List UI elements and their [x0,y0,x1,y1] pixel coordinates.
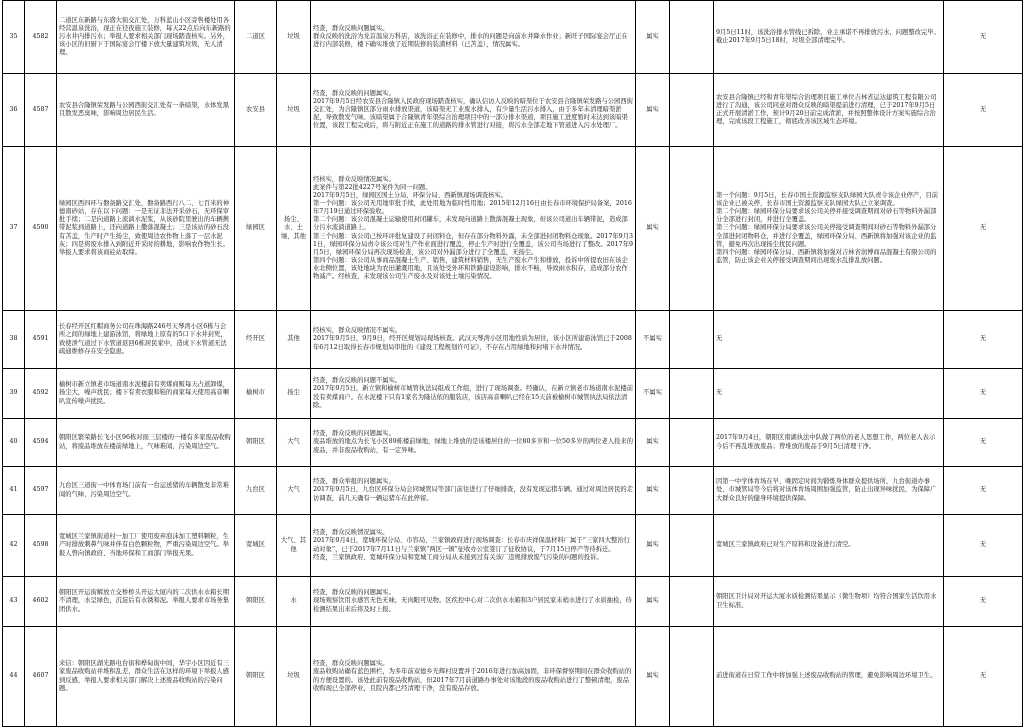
blank-cell [670,1,714,74]
row-seq: 41 [3,467,25,515]
row-code: 4594 [25,419,57,467]
accountability: 无 [944,74,1023,147]
accountability: 无 [944,515,1023,577]
district: 九台区 [235,467,277,515]
table-row [3,577,1023,627]
row-seq: 37 [3,147,25,311]
row-seq: 44 [3,627,25,727]
truth-verdict: 属实 [636,419,670,467]
category: 大气 [277,467,311,515]
accountability: 无 [944,627,1023,727]
row-seq: 39 [3,369,25,419]
district: 朝阳区 [235,577,277,627]
accountability: 无 [944,577,1023,627]
table-row [3,419,1023,467]
handling-result: 9月5日11时，该洗浴排水管线已拆除，业主承诺不再排放污水，问题整改完毕。截止2017年9月5日18时，垃圾全部清理完毕。 [714,1,944,74]
row-seq: 35 [3,1,25,74]
investigation-result: 经核实，群众反映情况不属实。 2017年9月5日，9月9日，经开区规划局现场核查。武汉天琴湾小区用地性质为居住，该小区所建游泳馆已于2008年6月12日取得长春市规划局审批的《建设工程规划许可证》，不存在占用绿地和封堵下水井情况。 [311,311,636,369]
category: 扬尘、水、土壤、其他 [277,147,311,311]
complaint-text: 宽城区兰家镇街道村一加工厂使用废弃泡沫加工塑料颗粒，生产时排放刺鼻气味并伴有白色颗粒物，严重污染周边空气。举报人曾向镇政府、当地环保和工商部门举报无果。 [57,515,235,577]
district: 榆树市 [235,369,277,419]
investigation-result: 经核实，群众反映情况属实。 此案件与第22批4227号案件为同一问题。 2017年9月5日，绿园区国土分局、环保分局、西新镇现场调查核实。 第一个问题：该公司无用地审批手续，此处用地为临时性用地；2015年12月16日由长春市环境保护局备案，2016年7月19日通过环保验收。 第二个问题：该公司混凝土运输使用封闭罐车，未发现向道路上散落混凝土现象，但该公司道出车辆带泥，造成部分污水流淌道路上。 第三个问题：该公司已按环评批复建设了封闭料仓，但存在部分物料外露，未全部进封闭物料仓现象。2017年9月31日，绿园环保分局责令该公司对生产作业面进行覆盖，停止生产时进行全覆盖，该公司当场进行了整改。2017年9月5日，绿园环保分局再次现场检查，该公司对外漏部分进行了全覆盖，无扬尘。 第四个问题：该公司从事商品混凝土生产、销售，建筑材料销售，无生产废水产生和排放，投诉中所提农田在该企业北侧位置，该处地块为农田灌溉用地，且该处受外环和铁路建设影响，排水不畅，导致雨水积存，造成部分农作物减产。经核查，未发现该公司生产废水及对该处土壤污染情况。 [311,147,636,311]
complaint-text: 长春经开区红帽商务公司在珠海路246号天琴湾小区6栋与会所之间的绿地上建游泳馆，将绿地上原有的5口下水井封死，致使泄气道过下水管道返回6栋居民家中，造成下水管道无法疏通维修存在安全隐患。 [57,311,235,369]
table-row [3,627,1023,727]
row-code: 4591 [25,311,57,369]
blank-cell [670,627,714,727]
investigation-result: 经查，群众反映情况属实。 2017年9月4日，宽城环保分局、市容局、兰家镇政府进行现场调查：长春市庆祥保温材料厂属于“三家四大整治行动对象”，已于2017年7月11日与兰家镇“两区一镇”征收办公室签订了征收协议，于7月15日停产等待拆迁。 经查，兰家镇政府、宽城环保分局和宽城工商分局从未接到过有关该厂违规排放废气污染的问题的投诉。 [311,515,636,577]
investigation-result: 经查，群众反映的问题属实。 废品堆放的地点为长飞小区89栋楼前绿地，绿地上堆放的是该楼居住的一位80多岁和一位50多岁的两位老人捡来的废品，并非废品收购站，有一定异味。 [311,419,636,467]
row-code: 4582 [25,1,57,74]
district: 二道区 [235,1,277,74]
handling-result: 无 [714,311,944,369]
investigation-result: 经查，群众反映问题属实。 群众反映的洗浴为龙首温泉万科店，该洗浴正在装修中，排水的问题是向前水井降水作业；新旺子国际宴会厅正在进行内部装修，楼下确实堆放了近期装修的装潢材料（已苫盖），情况属实。 [311,1,636,74]
blank-cell [670,74,714,147]
table-row [3,74,1023,147]
accountability: 无 [944,1,1023,74]
investigation-result: 经查，群众反映的问题不属实。 2017年9月5日，新立镇和榆树市城管执法局组成工作组，进行了现场调查。经确认，在新立镇老市场道南水泥楼前没有卖煤商户。在水泥楼下只有1家名为隆达依的服装店，该店高音喇叭已经在15天前被榆树市城管执法局依法清除。 [311,369,636,419]
investigation-result: 经查，群众举报的问题属实。 2017年9月5日，九台区环保分局会同城管局等部门前往进行了仔细排查，没有发现运猪车辆。通过对周边居民的走访调查，前几天确有一辆运猪车在此停留。 [311,467,636,515]
category: 垃圾 [277,74,311,147]
row-code: 4607 [25,627,57,727]
handling-result: 2017年9月4日，朝阳区南湖执法中队做了两位的老人思想工作，两位老人表示今后不再乱堆放废品；曾堆放的废品于9月5日清理干净。 [714,419,944,467]
category: 大气 [277,419,311,467]
district: 农安县 [235,74,277,147]
accountability: 无 [944,311,1023,369]
blank-cell [670,369,714,419]
district: 朝阳区 [235,627,277,727]
complaint-text: 九台区三道街一中体育场门前有一台运送猪的车辆散发非常难闻的气味，污染周边空气。 [57,467,235,515]
table-row [3,311,1023,369]
blank-cell [670,311,714,369]
truth-verdict: 属实 [636,74,670,147]
district: 宽城区 [235,515,277,577]
truth-verdict: 属实 [636,147,670,311]
category: 扬尘 [277,369,311,419]
row-code: 4602 [25,577,57,627]
table-row [3,515,1023,577]
district: 绿园区 [235,147,277,311]
row-seq: 40 [3,419,25,467]
district: 朝阳区 [235,419,277,467]
category: 大气、其他 [277,515,311,577]
investigation-result: 经查，群众反映问题属实。 废品收购站确有蓝色围栏，为多年前双德乡光辉村设置并于2016年进行加高加固，非环保督察期间在群众收购站的的方便设置的。该处此前有废品收购站，但2017年7月前道路办事处对该地段的废品收购站进行了整顿清理，废品收购现已全部停业，且院内都已经清理干净，没有废品存放。 [311,627,636,727]
handling-result: 农安县合隆镇已经和青年渠综合治理项目施工单位吉林省运达建筑工程有限公司进行了沟通，该公司同意对群众反映的暗渠提前进行清理，已于2017年9月5日正式开展清淤工作，预计9月20日前完成清淤，并按照整体设计方案实施综合治理，完成该段工程施工，彻底改善该区域生态环境。 [714,74,944,147]
row-code: 4598 [25,515,57,577]
blank-cell [670,419,714,467]
handling-result: 无 [714,369,944,419]
complaint-table [2,0,1023,727]
row-code: 4597 [25,467,57,515]
truth-verdict: 属实 [636,627,670,727]
table-row [3,147,1023,311]
complaint-text: 榆树市新立镇老市场道南水泥楼前有卖煤商贩每天占道卸煤，扬尘大，噪声扰民；楼下有卖衣服和鞋的商家每天使用高音喇叭宣传噪声扰民。 [57,369,235,419]
row-code: 4592 [25,369,57,419]
handling-result: 宽城区兰家镇政府已对生产原料和设备进行清空。 [714,515,944,577]
handling-result: 朝阳区卫计局对开运大厦水质检测结果显示（微生物项）均符合国家生活饮用水卫生标准。 [714,577,944,627]
blank-cell [670,147,714,311]
district: 经开区 [235,311,277,369]
complaint-text: 来信：朝阳区湖光路电台街和桦甸街中间，华宇小区因近有三家废品收购站并堆积乱差，群众生活在这样的环境下举报人感到反感，举报人要求相关部门解决上述废品收购站的污染问题。 [57,627,235,727]
truth-verdict: 属实 [636,515,670,577]
table-row [3,1,1023,74]
complaint-text: 朝阳区开运街解放立交桥桥头开运大厦内的二次供水水箱长期不清理，水呈绿色，沉淀后有水锈和泥。举报人要求市场务集团供水。 [57,577,235,627]
blank-cell [670,467,714,515]
handling-result: 第一个问题：9月5日，长春市国土资源监察支队绿园大队责令该企业停产，目前该企业已被关停，长春市国土资源监察支队绿园大队已立案调查。 第二个问题：绿园环保分局要求该公司关停并接受调查期间对砂石等物料外漏部分全部进行封闭，并进行全覆盖。 第三个问题：绿园环保分局要求该公司关停接受调查期间对砂石等物料外漏部分全部进封闭物料仓，并进行全覆盖，绿园环保分局、西新镇将加强对该企业的监管，避免再次出现扬尘扰民问题。 第四个问题：绿园环保分局、西新镇将加强对吉林省润博商品混凝土有限公司的监管，防止该企业关停接受调查期间出现废水乱排乱放问题。 [714,147,944,311]
category: 其他 [277,311,311,369]
investigation-result: 经查，群众反映的问题属实。 现场观察饮用水感官无色无味，无肉眼可见物。区疾控中心对二次供水水箱和3户居民家末梢水进行了水质抽检，待检测结果出来后将及时上报。 [311,577,636,627]
complaint-text: 农安县合隆镇荣发路与公园西街交汇处有一条暗渠，水体发黑且散发恶臭味，影响周边居民生活。 [57,74,235,147]
accountability: 无 [944,369,1023,419]
accountability: 无 [944,419,1023,467]
accountability: 无 [944,147,1023,311]
truth-verdict: 属实 [636,467,670,515]
complaint-text: 朝阳区繁荣路长飞小区96栋对面三层楼的一楼有多家废品收购站，将废品堆放在楼前绿地上，气味难闻，污染周边空气。 [57,419,235,467]
table-row [3,369,1023,419]
row-seq: 38 [3,311,25,369]
row-seq: 43 [3,577,25,627]
row-seq: 42 [3,515,25,577]
row-code: 4590 [25,147,57,311]
blank-cell [670,515,714,577]
accountability: 无 [944,467,1023,515]
category: 垃圾 [277,627,311,727]
handling-result: 前进街道在日常工作中将加强上述废品收购站的管理，避免影响周边环境卫生。 [714,627,944,727]
investigation-result: 经查，群众反映的问题属实。 2017年9月5日经农安县合隆镇人民政府现场踏查核实，确认信访人反映的暗渠位于农安县合隆镇荣发路与公园西街交汇处，为合隆镇区部分雨水排放渠道，该暗渠无工业废水排入，有少量生活污水排入，由于多年未清理暗渠淤泥，导致散发气味。该暗渠属于合隆镇青年渠综合治理项目中的一部分排水渠道，项目施工进度暂时未达到该暗渠位置，该段工程完成后，将与附近正在施工的道路的排水管进行对接，将污水全部走地下管道进入污水处理厂。 [311,74,636,147]
truth-verdict: 不属实 [636,311,670,369]
blank-cell [670,577,714,627]
category: 垃圾 [277,1,311,74]
truth-verdict: 属实 [636,1,670,74]
row-seq: 36 [3,74,25,147]
complaint-text: 二道区东新路与东盛大街交汇处，万科蓝山小区旁售楼处用各经营温泉洗浴，现正在径夜施工装修，每天22点后向东新路的污水井内排污水；举报人要求相关部门现场踏查核实。另外，该小区的旧厨下于国际宴会厅楼下放大量建筑垃圾，无人清理。 [57,1,235,74]
row-code: 4587 [25,74,57,147]
truth-verdict: 属实 [636,577,670,627]
category: 水 [277,577,311,627]
complaint-text: 绿园区西四环与磐备路交汇处，磐备路西行八二、七百米的神德南砂站，存在以下问题：一是无证非法开采砂石，无环保审批手续；二是向道路上流淌水泥浆，从该砂院里驶出的车辆携带泥浆到道路上，还向道路上撒落混凝土；三是该站的砂石没有苫盖，生产时产生扬尘，致使周边农作物上落了一层水泥灰；四是将废水排入到附近开采时的耕地，影响农作物生长。举报人要求将该商砼站取缔。 [57,147,235,311]
handling-result: 因第一中学体育场在早、晚固定时间为锻炼身体群众提供场所，九台街道办事处、市城管局等今后将对该体育场周围加强监管，防止出现异味扰民，为保障广大群众良好的健身环境提供保障。 [714,467,944,515]
truth-verdict: 不属实 [636,369,670,419]
table-row [3,467,1023,515]
